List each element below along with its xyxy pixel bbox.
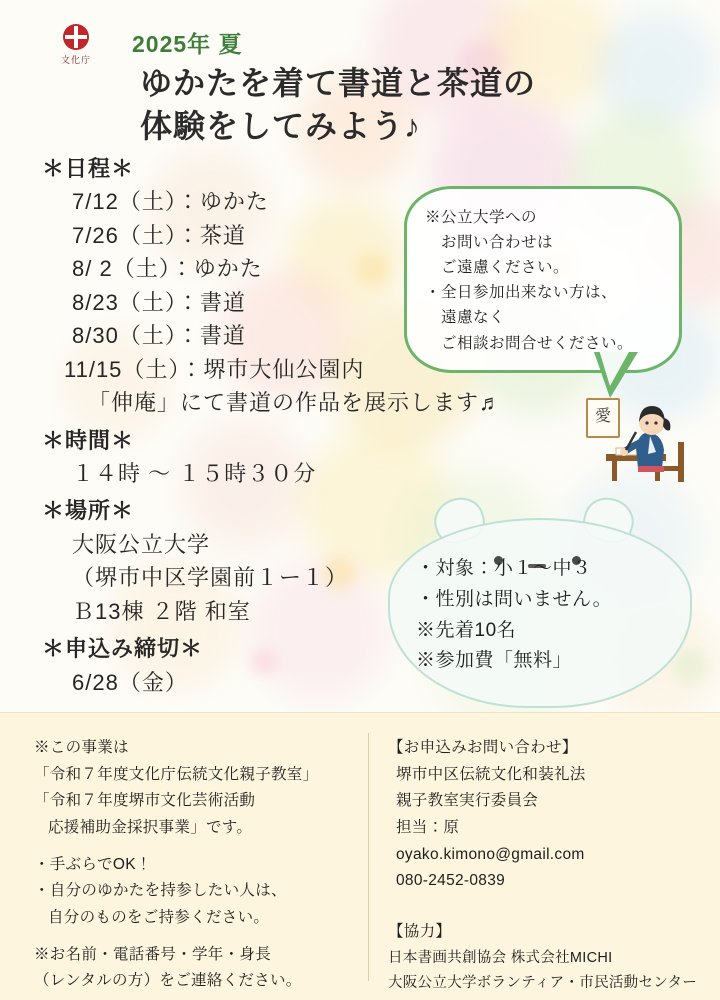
schedule-row: 8/23（土）：書道: [72, 289, 246, 315]
exhibit-line-2: 「伸庵」にて書道の作品を展示します♬: [88, 390, 503, 416]
contact-org-line-2: 親子教室実行委員会: [396, 792, 539, 810]
eligibility-text: [416, 554, 668, 677]
support-heading: 【協力】: [388, 922, 452, 940]
bring-line-1: ・手ぶらでOK！: [34, 855, 152, 873]
notice-line-2: お問い合わせは: [441, 234, 554, 252]
exhibit-line-1: 11/15（土）：堺市大仙公園内: [64, 356, 365, 382]
bunkacho-mark-icon: [63, 24, 89, 50]
footer-subsidy-block: [34, 735, 364, 842]
eligibility-line-2: ・性別は問いません。: [416, 588, 613, 610]
schedule-row: 7/12（土）：ゆかた: [72, 189, 269, 215]
bring-line-3: 自分のものをご持参ください。: [48, 908, 270, 926]
bring-line-2: ・自分のゆかたを持参したい人は、: [34, 882, 287, 900]
footer-required-info-block: [34, 942, 364, 995]
notice-line-3: ご遠慮ください。: [441, 259, 570, 277]
schedule-row: 7/26（土）：茶道: [72, 222, 246, 248]
required-line-1: ※お名前・電話番号・学年・身長: [34, 945, 272, 963]
schedule-row: 8/30（土）：書道: [72, 323, 246, 349]
eligibility-line-4: ※参加費「無料」: [416, 650, 573, 672]
support-line-1: 日本書画共創協会 株式会社MICHI: [388, 949, 613, 966]
place-line-3: Ｂ13棟 ２階 和室: [72, 598, 251, 624]
schedule-heading: ＊日程＊: [42, 156, 135, 181]
contact-person: 担当：原: [396, 818, 460, 836]
notice-line-5: 遠慮なく: [441, 309, 506, 327]
footer-divider: [368, 733, 369, 981]
place-heading: ＊場所＊: [42, 498, 135, 524]
subsidy-line-4: 応援補助金採択事業」です。: [48, 818, 253, 836]
place-line-2: （堺市中区学園前１ー１）: [72, 565, 349, 591]
time-heading: ＊時間＊: [42, 427, 135, 453]
contact-phone[interactable]: 080-2452-0839: [396, 872, 506, 890]
contact-email[interactable]: oyako.kimono@gmail.com: [396, 845, 585, 863]
subsidy-line-1: ※この事業は: [34, 739, 129, 756]
schedule-row: 8/ 2（土）：ゆかた: [72, 256, 263, 282]
deadline-heading: ＊申込み締切＊: [42, 636, 204, 662]
place-line-1: 大阪公立大学: [72, 531, 211, 557]
subsidy-line-3: 「令和７年度堺市文化芸術活動: [34, 792, 256, 810]
eligibility-line-3: ※先着10名: [416, 619, 517, 641]
subsidy-line-2: 「令和７年度文化庁伝統文化親子教室」: [34, 765, 319, 783]
calligraphy-girl-illustration: [586, 392, 694, 490]
page-title: [140, 62, 680, 148]
deadline-value: 6/28（金）: [72, 669, 188, 695]
bunkacho-logo: [50, 24, 102, 66]
eligibility-cat-bubble: [388, 492, 688, 704]
notice-line-6: ご相談お問合せください。: [441, 334, 634, 352]
support-line-2: 大阪公立大学ボランティア・市民活動センター: [388, 974, 698, 991]
notice-line-1: ※公立大学への: [425, 209, 538, 226]
footer-notes: [34, 735, 364, 1000]
page-title-line-2: 体験をしてみよう♪: [140, 108, 422, 145]
notice-balloon: [404, 186, 682, 373]
notice-line-4: ・全日参加出来ない方は、: [425, 284, 618, 302]
footer-bring-block: [34, 852, 364, 932]
footer-panel: [0, 712, 720, 1000]
eligibility-line-1: ・対象：小１〜中３: [416, 558, 592, 579]
required-line-2: （レンタルの方）をご連絡ください。: [34, 972, 302, 990]
time-value: １４時 〜 １５時３０分: [72, 460, 317, 486]
scroll-character: 愛: [586, 398, 620, 438]
contact-heading: 【お申込みお問い合わせ】: [388, 739, 578, 756]
page-title-line-1: ゆかたを着て書道と茶道の: [140, 65, 537, 101]
contact-org-line-1: 堺市中区伝統文化和装礼法: [396, 765, 586, 783]
footer-contact: [388, 735, 700, 995]
bunkacho-logo-label: 文化庁: [60, 55, 91, 65]
season-label: 2025年 夏: [132, 31, 243, 57]
